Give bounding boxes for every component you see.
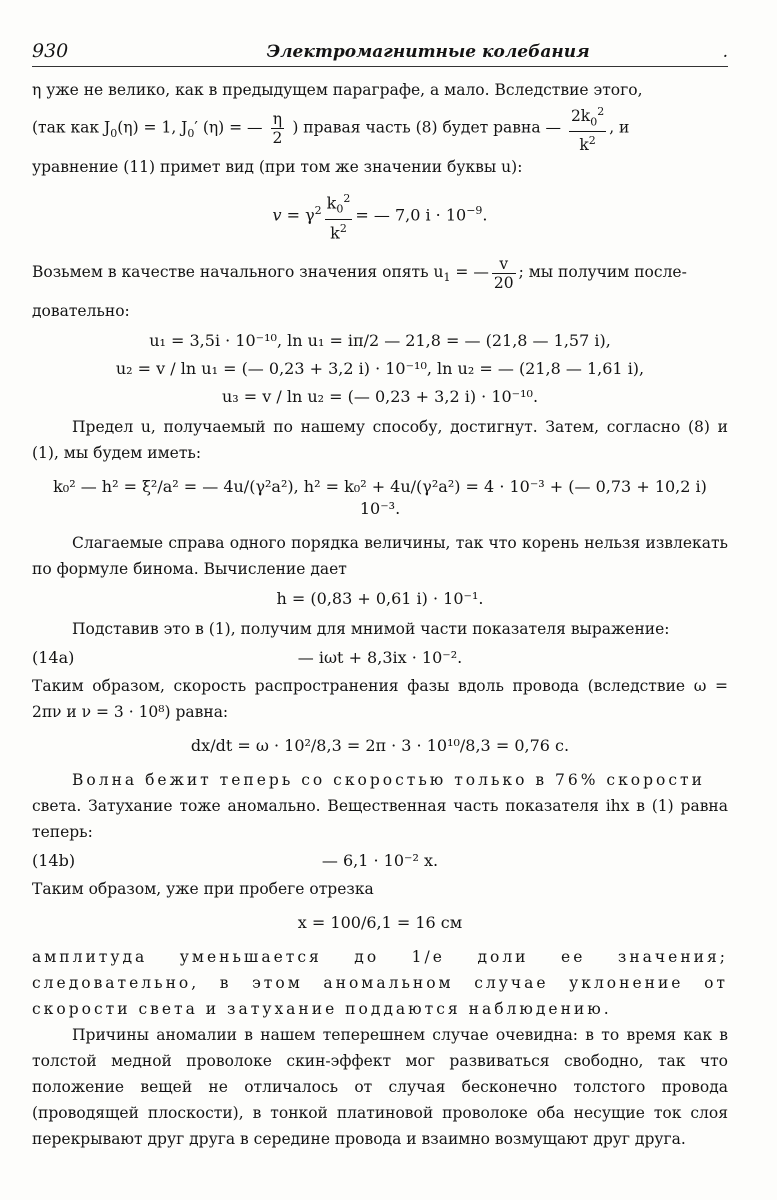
equation-dxdt: dx/dt = ω · 10²/8,3 = 2π · 3 · 10¹⁰/8,3 = 0,76 c.: [190, 736, 570, 756]
header-mark: .: [722, 42, 728, 62]
paragraph-2b: довательно:: [32, 302, 130, 321]
paragraph-7b: света. Затухание тоже аномально. Вещественная часть показателя ihx в (1) равна теперь:: [32, 797, 728, 842]
paragraph-4: Слагаемые справа одного порядка величины, так что корень нельзя извлекать по формуле бинома. Вычисление дает: [32, 534, 728, 579]
paragraph-6: Таким образом, скорость распространения фазы вдоль провода (вследствие ω = 2πν и ν = 3 · 10⁸) равна:: [32, 677, 728, 722]
equation-k: k₀² — h² = ξ²/a² = — 4u/(γ²a²), h² = k₀² + 4u/(γ²a²) = 4 · 10⁻³ + (— 0,73 + 10,2 i) 10⁻³.: [53, 477, 707, 519]
paragraph-7a: Волна бежит теперь со скоростью только в 76% скорости: [72, 771, 705, 790]
paragraph-10: Причины аномалии в нашем теперешнем случае очевидна: в то время как в толстой медной проволоке скин-эффект мог развиваться свободно, так что положение вещей не отличалось от случая бесконечно толстого провода (проводящей плоскости), в тонкой платиновой проволоке оба несущие ток слоя перекрывают друг друга в середине провода и взаимно возмущают друг друга.: [32, 1026, 728, 1149]
page-number: 930: [32, 40, 69, 62]
equation-14b: — 6,1 · 10⁻² x.: [321, 851, 439, 871]
equation-v: $v = \gamma^2$ $\frac{k_0^2}{k^2}$ = — 7,0 $i \cdot 10^{-9}$.: [272, 192, 488, 243]
paragraph-1b: (так как $J_0(\eta) = 1$, $J_0'$ (η) = — $\frac{\eta}{2}$ ) правая часть (8) будет равна — $\frac{2k_0^2}{k^2}$ , и: [32, 105, 630, 155]
equation-h: h = (0,83 + 0,61 i) · 10⁻¹.: [276, 589, 484, 609]
equation-14b-row: [32, 851, 728, 870]
label-14a: (14a): [32, 648, 75, 668]
paragraph-5: Подставив это в (1), получим для мнимой части показателя выражение:: [72, 620, 670, 639]
running-title: Электромагнитные колебания: [266, 42, 590, 62]
paragraph-9: амплитуда уменьшается до 1/e доли ее значения; следовательно, в этом аномальном случае уклонение от скорости света и затухание поддаются наблюдению.: [32, 948, 728, 1019]
paragraph-8: Таким образом, уже при пробеге отрезка: [32, 880, 374, 899]
equation-u2: u₂ = v / ln u₁ = (— 0,23 + 3,2 i) · 10⁻¹⁰, ln u₂ = — (21,8 — 1,61 i),: [115, 359, 645, 379]
running-header: [32, 40, 728, 67]
label-14b: (14b): [32, 851, 76, 871]
equation-x: x = 100/6,1 = 16 см: [297, 913, 463, 933]
equation-14a: — iωt + 8,3ix · 10⁻².: [297, 648, 463, 668]
equation-14a-row: [32, 648, 728, 667]
equation-u3: u₃ = v / ln u₂ = (— 0,23 + 3,2 i) · 10⁻¹⁰.: [221, 387, 539, 407]
paragraph-2a: Возьмем в качестве начального значения опять $u_1$ = — $\frac{v}{20}$ ; мы получим после-: [32, 254, 687, 292]
paragraph-1c: уравнение (11) примет вид (при том же значении буквы u):: [32, 158, 523, 177]
page: [32, 40, 728, 1152]
equation-u1: u₁ = 3,5i · 10⁻¹⁰, ln u₁ = iπ/2 — 21,8 = — (21,8 — 1,57 i),: [149, 331, 611, 351]
paragraph-1a: η уже не велико, как в предыдущем параграфе, а мало. Вследствие этого,: [32, 81, 643, 99]
paragraph-3: Предел u, получаемый по нашему способу, достигнут. Затем, согласно (8) и (1), мы будем иметь:: [32, 418, 728, 463]
